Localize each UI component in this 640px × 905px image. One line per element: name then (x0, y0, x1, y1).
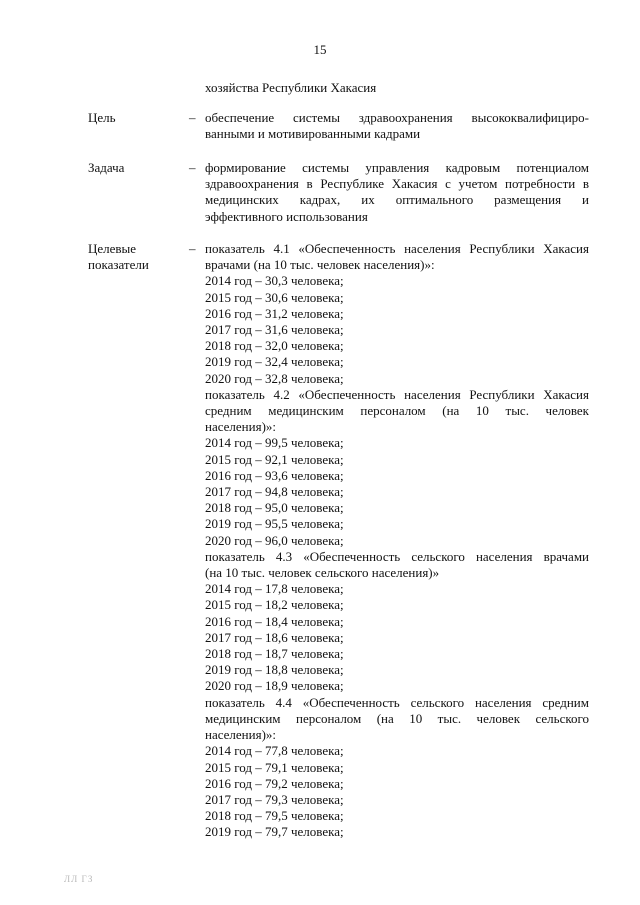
page-number: 15 (313, 42, 327, 57)
indicator-value: 2018 год – 95,0 человека; (205, 500, 344, 516)
indicator-value: 2016 год – 93,6 человека; (205, 467, 344, 483)
task-line: эффективного использования (205, 208, 368, 224)
indicator-value: 2018 год – 32,0 человека; (205, 338, 344, 354)
task-line: здравоохранения в Республике Хакасия с учетом потребности в (205, 176, 589, 192)
indicator-value: 2016 год – 31,2 человека; (205, 305, 344, 321)
indicator-value: 2018 год – 18,7 человека; (205, 646, 344, 662)
indicator-title-line: медицинским персоналом (на 10 тыс. человек сельского (205, 710, 589, 726)
task-label: Задача (88, 160, 125, 175)
indicator-group-4-3 (205, 549, 589, 695)
task-dash: – (189, 160, 196, 175)
indicator-group-4-2 (205, 387, 589, 549)
task-line: формирование системы управления кадровым потенциалом (205, 160, 589, 175)
indicator-value: 2014 год – 30,3 человека; (205, 273, 344, 289)
goal-label: Цель (88, 110, 116, 125)
indicator-title-line: средним медицинским персоналом (на 10 тыс. человек (205, 403, 589, 419)
indicators-label-line: Целевые (88, 241, 137, 256)
indicator-value: 2019 год – 79,7 человека; (205, 824, 344, 840)
indicator-value: 2016 год – 79,2 человека; (205, 775, 344, 791)
indicator-value: 2020 год – 96,0 человека; (205, 532, 344, 548)
indicator-value: 2014 год – 17,8 человека; (205, 581, 344, 597)
indicator-value: 2018 год – 79,5 человека; (205, 808, 344, 824)
indicator-value: 2014 год – 77,8 человека; (205, 743, 344, 759)
indicator-value: 2015 год – 18,2 человека; (205, 597, 344, 613)
indicator-group-4-4 (205, 695, 589, 841)
indicator-title-line: населения)»: (205, 727, 277, 743)
indicator-title-line: (на 10 тыс. человек сельского населения)» (205, 565, 440, 581)
footer-scan-mark: ЛЛ ГЗ (64, 874, 94, 884)
goal-line: обеспечение системы здравоохранения высококвалифициро- (205, 110, 589, 125)
indicator-value: 2015 год – 92,1 человека; (205, 451, 344, 467)
indicator-title-line: показатель 4.3 «Обеспеченность сельского населения врачами (205, 548, 589, 564)
indicator-value: 2019 год – 95,5 человека; (205, 516, 344, 532)
indicators-dash: – (189, 241, 196, 256)
goal-line: ванными и мотивированными кадрами (205, 126, 421, 142)
indicator-title-line: показатель 4.4 «Обеспеченность сельского населения средним (205, 694, 589, 710)
indicator-value: 2017 год – 79,3 человека; (205, 791, 344, 807)
goal-dash: – (189, 110, 196, 125)
indicator-value: 2020 год – 18,9 человека; (205, 678, 344, 694)
indicator-value: 2014 год – 99,5 человека; (205, 435, 344, 451)
indicator-value: 2015 год – 30,6 человека; (205, 289, 344, 305)
indicator-value: 2016 год – 18,4 человека; (205, 613, 344, 629)
continuation-line: хозяйства Республики Хакасия (205, 80, 377, 95)
goal-text (205, 110, 589, 142)
indicators-content (205, 241, 589, 841)
indicator-title-line: показатель 4.1 «Обеспеченность населения Республики Хакасия (205, 241, 589, 256)
indicator-value: 2017 год – 18,6 человека; (205, 629, 344, 645)
task-text (205, 160, 589, 225)
indicator-value: 2017 год – 94,8 человека; (205, 484, 344, 500)
indicator-value: 2017 год – 31,6 человека; (205, 322, 344, 338)
indicator-title-line: врачами (на 10 тыс. человек населения)»: (205, 257, 435, 273)
indicators-label (88, 241, 180, 273)
indicator-title-line: показатель 4.2 «Обеспеченность населения Республики Хакасия (205, 386, 589, 402)
indicator-value: 2019 год – 18,8 человека; (205, 662, 344, 678)
indicator-value: 2019 год – 32,4 человека; (205, 354, 344, 370)
indicators-label-line: показатели (88, 257, 149, 273)
indicator-value: 2020 год – 32,8 человека; (205, 370, 344, 386)
indicator-group-4-1 (205, 241, 589, 387)
indicator-value: 2015 год – 79,1 человека; (205, 759, 344, 775)
indicator-title-line: населения)»: (205, 419, 277, 435)
task-line: медицинских кадрах, их оптимального размещения и (205, 192, 589, 208)
